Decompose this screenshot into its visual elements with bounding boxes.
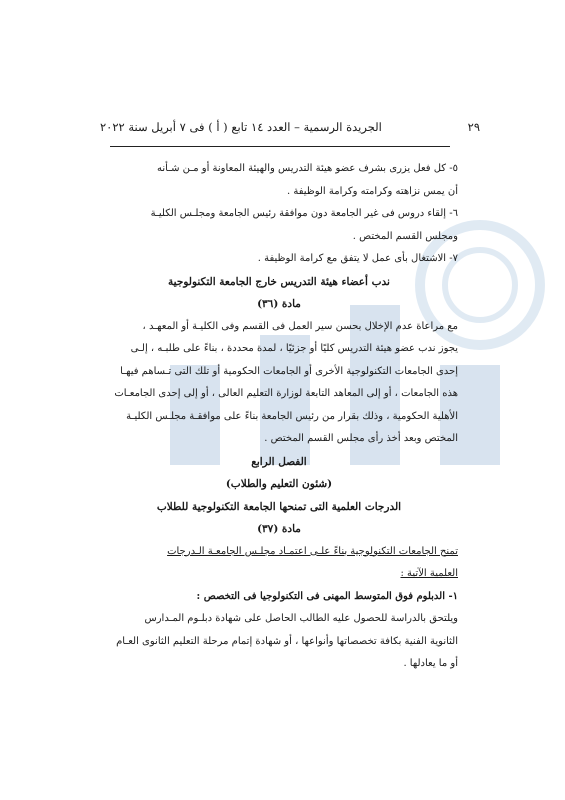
page-header [100,120,480,134]
header-divider [110,146,450,147]
item-7: ٧- الاشتغال بأى عمل لا يتفق مع كرامة الوظيفة . [257,253,458,264]
article-36-line-3: إحدى الجامعات التكنولوجية الأخرى أو الجامعات الحكومية أو تلك التى تـساهم فيهـا [120,365,458,377]
item-5-line-1: ٥- كل فعل يزرى بشرف عضو هيئة التدريس والهيئة المعاونة أو مـن شـأنه [157,163,458,174]
article-37-line-2: العلمية الآتية : [400,568,458,579]
diploma-line-2: الثانوية الفنية بكافة تخصصاتها وأنواعها ، أو شهادة إتمام مرحلة التعليم الثانوى العـام [116,635,458,647]
article-37-title: مادة (٣٧) [257,523,301,535]
item-5-line-2: أن يمس نزاهته وكرامته وكرامة الوظيفة . [286,185,458,197]
gazette-title: الجريدة الرسمية – العدد ١٤ تابع ( أ ) فى ٧ أبريل سنة ٢٠٢٢ [100,120,382,134]
article-36-line-1: مع مراعاة عدم الإخلال بحسن سير العمل فى القسم وفى الكليـة أو المعهـد ، [142,320,458,332]
chapter-title: الفصل الرابع [251,455,307,468]
article-36-line-5: الأهلية الحكومية ، وذلك بقرار من رئيس الجامعة بناءً على موافقـة مجلـس الكليـة [126,410,458,422]
article-36-line-2: يجوز ندب عضو هيئة التدريس كليًا أو جزئيًا ، لمدة محددة ، بناءً على طلبـه ، إلـى [130,343,458,354]
article-36-title: مادة (٣٦) [257,298,301,310]
article-37-line-1: تمنح الجامعات التكنولوجية بناءً علـى اعتمـاد مجلـس الجامعـة الـدرجات [167,545,458,557]
item-6-line-2: ومجلس القسم المختص . [352,230,458,242]
document-body [100,158,458,676]
diploma-line-1: ويلتحق بالدراسة للحصول عليه الطالب الحاصل على شهادة دبلـوم المـدارس [144,613,458,624]
section-heading: ندب أعضاء هيئة التدريس خارج الجامعة التكنولوجية [168,275,390,288]
chapter-subtitle: (شئون التعليم والطلاب) [225,478,333,490]
diploma-heading: ١- الدبلوم فوق المتوسط المهنى فى التكنولوجيا فى التخصص : [196,590,458,602]
diploma-line-3: أو ما يعادلها . [403,658,458,669]
degrees-heading: الدرجات العلمية التى تمنحها الجامعة التكنولوجية للطلاب [156,500,402,513]
item-6-line-1: ٦- إلقاء دروس فى غير الجامعة دون موافقة رئيس الجامعة ومجلـس الكليـة [150,208,458,219]
page-number: ٢٩ [467,120,480,134]
article-36-line-4: هذه الجامعات ، أو إلى المعاهد التابعة لوزارة التعليم العالى ، أو إلى إحدى الجامعـات [114,388,458,399]
article-36-line-6: المختص وبعد أخذ رأى مجلس القسم المختص . [264,433,458,444]
